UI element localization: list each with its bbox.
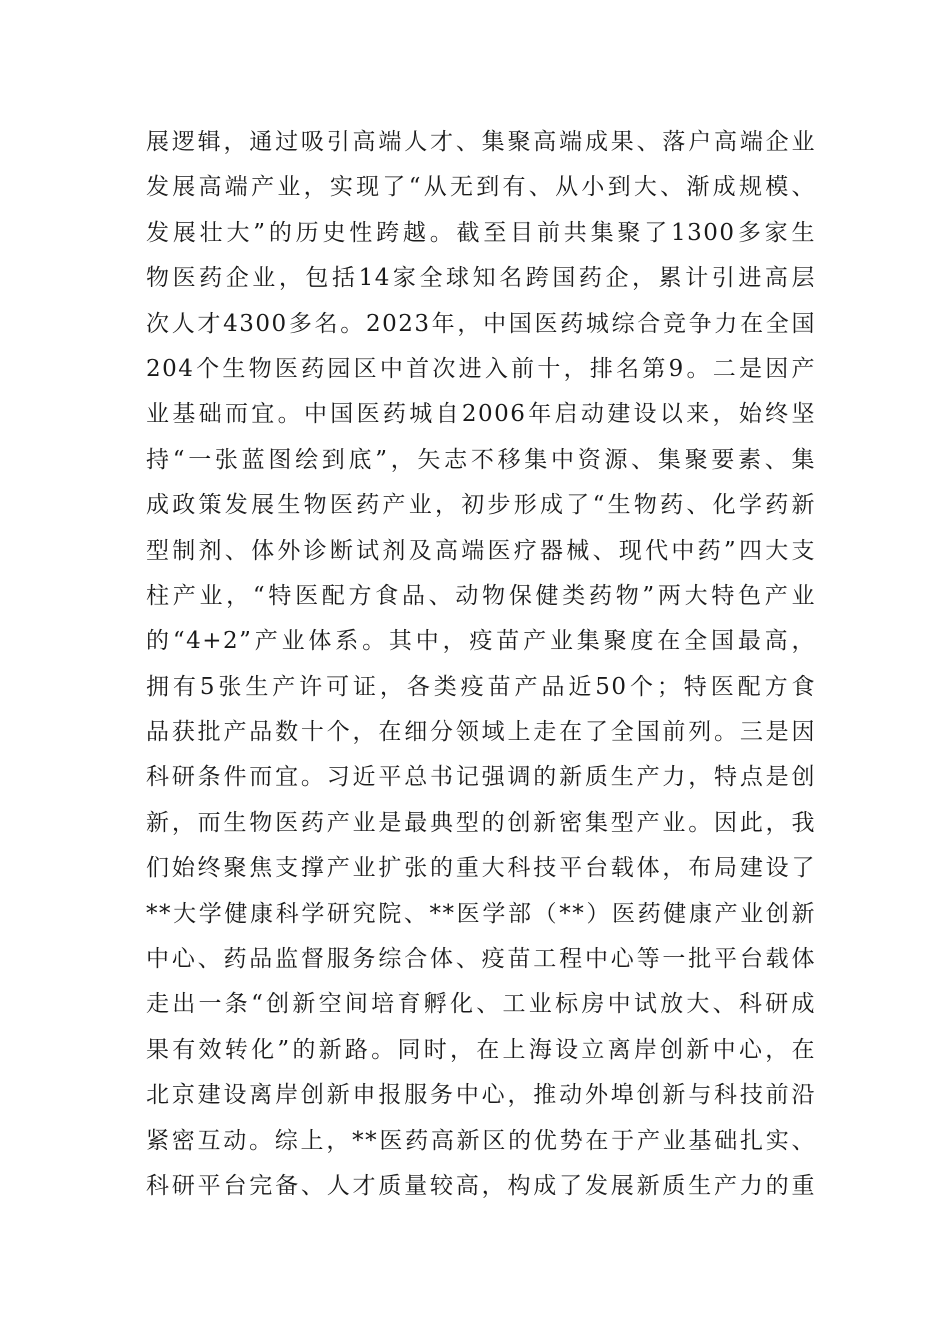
text-line: 物医药企业，包括14家全球知名跨国药企，累计引进高层	[146, 265, 816, 292]
text-line: 北京建设离岸创新申报服务中心，推动外埠创新与科技前沿	[146, 1082, 816, 1109]
text-line: 中心、药品监督服务综合体、疫苗工程中心等一批平台载体	[146, 946, 816, 973]
body-paragraph	[146, 120, 816, 1209]
text-line: 发展高端产业，实现了“从无到有、从小到大、渐成规模、	[146, 174, 816, 201]
text-line: 发展壮大”的历史性跨越。截至目前共集聚了1300多家生	[146, 219, 816, 246]
text-line: 紧密互动。综上，**医药高新区的优势在于产业基础扎实、	[146, 1127, 816, 1154]
text-line: 持“一张蓝图绘到底”，矢志不移集中资源、集聚要素、集	[146, 446, 816, 473]
text-line: 柱产业，“特医配方食品、动物保健类药物”两大特色产业	[146, 582, 816, 609]
text-line: 次人才4300多名。2023年，中国医药城综合竞争力在全国	[146, 310, 816, 337]
text-line: 拥有5张生产许可证，各类疫苗产品近50个；特医配方食	[146, 673, 816, 700]
text-line: 成政策发展生物医药产业，初步形成了“生物药、化学药新	[146, 492, 816, 519]
text-line: 的“4+2”产业体系。其中，疫苗产业集聚度在全国最高，	[146, 628, 816, 655]
text-line: 果有效转化”的新路。同时，在上海设立离岸创新中心，在	[146, 1036, 816, 1063]
text-line: 走出一条“创新空间培育孵化、工业标房中试放大、科研成	[146, 991, 816, 1018]
text-line: 新，而生物医药产业是最典型的创新密集型产业。因此，我	[146, 809, 816, 836]
text-line: 展逻辑，通过吸引高端人才、集聚高端成果、落户高端企业	[146, 129, 816, 155]
text-line: 业基础而宜。中国医药城自2006年启动建设以来，始终坚	[146, 401, 816, 428]
text-line: **大学健康科学研究院、**医学部（**）医药健康产业创新	[146, 900, 816, 927]
text-line: 204个生物医药园区中首次进入前十，排名第9。二是因产	[146, 355, 816, 382]
text-line: 科研平台完备、人才质量较高，构成了发展新质生产力的重	[146, 1172, 816, 1199]
text-line: 型制剂、体外诊断试剂及高端医疗器械、现代中药”四大支	[146, 537, 816, 564]
text-line: 科研条件而宜。习近平总书记强调的新质生产力，特点是创	[146, 764, 816, 791]
text-line: 们始终聚焦支撑产业扩张的重大科技平台载体，布局建设了	[146, 855, 816, 882]
text-line: 品获批产品数十个，在细分领域上走在了全国前列。三是因	[146, 719, 816, 746]
